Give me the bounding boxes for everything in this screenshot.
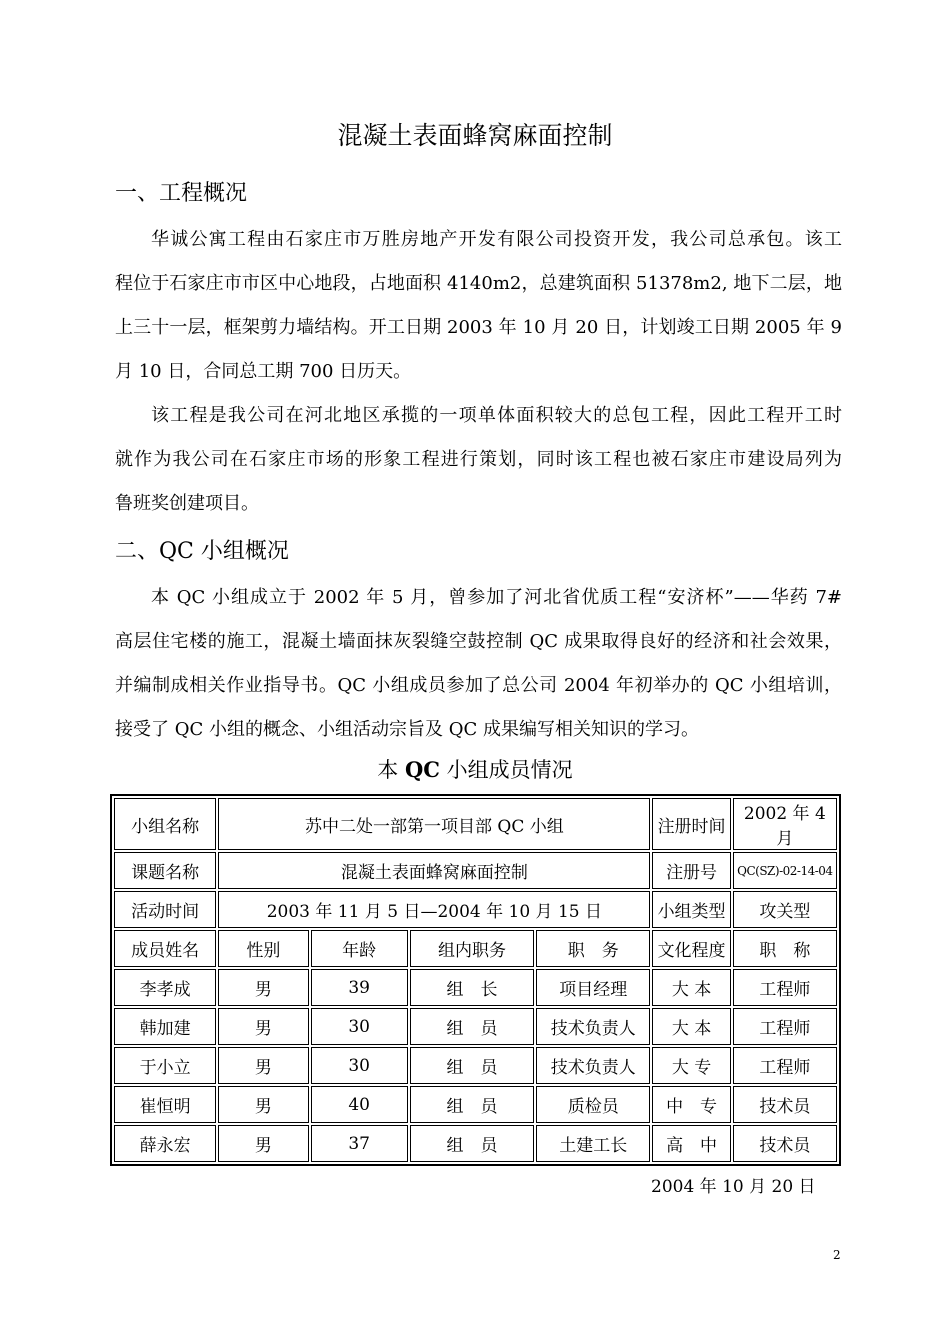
table-cell: 30 xyxy=(311,1047,408,1084)
table-cell: 苏中二处一部第一项目部 QC 小组 xyxy=(218,798,650,850)
table-cell: 小组类型 xyxy=(652,891,730,928)
table-cell: 39 xyxy=(311,969,408,1006)
paragraph-project-significance xyxy=(115,394,842,526)
table-cell: 攻关型 xyxy=(733,891,837,928)
table-cell: 薛永宏 xyxy=(114,1125,216,1162)
table-cell: 高 中 xyxy=(652,1125,730,1162)
column-header: 职 称 xyxy=(733,930,837,967)
table-cell: 男 xyxy=(218,969,308,1006)
table-cell: 2003 年 11 月 5 日—2004 年 10 月 15 日 xyxy=(218,891,650,928)
table-cell: 组 员 xyxy=(410,1125,534,1162)
text-line: 鲁班奖创建项目。 xyxy=(115,493,259,514)
table-cell: 技术员 xyxy=(733,1125,837,1162)
caption-text: 本 xyxy=(377,758,405,782)
table-cell: 崔恒明 xyxy=(114,1086,216,1123)
table-row xyxy=(114,1086,837,1123)
section-heading-qc-group: 二、QC 小组概况 xyxy=(115,539,289,564)
table-cell: 技术负责人 xyxy=(536,1047,650,1084)
table-cell: 组 长 xyxy=(410,969,534,1006)
document-date: 2004 年 10 月 20 日 xyxy=(651,1177,816,1197)
table-cell: 30 xyxy=(311,1008,408,1045)
text-line: 月 10 日，合同总工期 700 日历天。 xyxy=(115,361,412,382)
section-heading-project-overview: 一、工程概况 xyxy=(115,181,248,206)
table-cell: 大 本 xyxy=(652,969,730,1006)
table-cell: 男 xyxy=(218,1047,308,1084)
table-cell: 2002 年 4 月 xyxy=(733,798,837,850)
table-cell: 项目经理 xyxy=(536,969,650,1006)
table-header-row xyxy=(114,930,837,967)
table-cell: 大 专 xyxy=(652,1047,730,1084)
table-cell: 工程师 xyxy=(733,969,837,1006)
table-cell: 韩加建 xyxy=(114,1008,216,1045)
column-header: 性别 xyxy=(218,930,308,967)
caption-bold: QC xyxy=(404,757,440,782)
text-line: 接受了 QC 小组的概念、小组活动宗旨及 QC 成果编写相关知识的学习。 xyxy=(115,719,699,740)
table-cell: QC(SZ)-02-14-04 xyxy=(733,852,837,889)
text-line: 就作为我公司在石家庄市场的形象工程进行策划，同时该工程也被石家庄市建设局列为 xyxy=(115,449,842,470)
column-header: 职 务 xyxy=(536,930,650,967)
column-header: 成员姓名 xyxy=(114,930,216,967)
column-header: 组内职务 xyxy=(410,930,534,967)
column-header: 文化程度 xyxy=(652,930,730,967)
table-cell: 活动时间 xyxy=(114,891,216,928)
text-line: 程位于石家庄市市区中心地段，占地面积 4140m2，总建筑面积 51378m2, 地下二层，地 xyxy=(115,273,842,294)
table-cell: 注册时间 xyxy=(652,798,730,850)
table-cell: 质检员 xyxy=(536,1086,650,1123)
table-cell: 工程师 xyxy=(733,1008,837,1045)
caption-text: 小组成员情况 xyxy=(440,758,573,782)
text-line: 上三十一层，框架剪力墙结构。开工日期 2003 年 10 月 20 日，计划竣工日期 2005 年 9 xyxy=(115,317,842,338)
table-row xyxy=(114,891,837,928)
table-row xyxy=(114,1047,837,1084)
column-header: 年龄 xyxy=(311,930,408,967)
table-cell: 男 xyxy=(218,1086,308,1123)
table-cell: 40 xyxy=(311,1086,408,1123)
table-cell: 组 员 xyxy=(410,1086,534,1123)
table-row xyxy=(114,798,837,850)
table-cell: 男 xyxy=(218,1125,308,1162)
table-cell: 于小立 xyxy=(114,1047,216,1084)
paragraph-qc-group xyxy=(115,576,842,752)
table-cell: 37 xyxy=(311,1125,408,1162)
document-title: 混凝土表面蜂窝麻面控制 xyxy=(337,121,613,150)
table-cell: 工程师 xyxy=(733,1047,837,1084)
text-line: 本 QC 小组成立于 2002 年 5 月，曾参加了河北省优质工程“安济杯”——华药 7# xyxy=(151,587,842,608)
text-line: 高层住宅楼的施工，混凝土墙面抹灰裂缝空鼓控制 QC 成果取得良好的经济和社会效果， xyxy=(115,631,842,652)
text-line: 并编制成相关作业指导书。QC 小组成员参加了总公司 2004 年初举办的 QC 小组培训， xyxy=(115,675,842,696)
text-line: 华诚公寓工程由石家庄市万胜房地产开发有限公司投资开发，我公司总承包。该工 xyxy=(151,229,842,250)
table-cell: 技术员 xyxy=(733,1086,837,1123)
table-row xyxy=(114,1008,837,1045)
table-cell: 大 本 xyxy=(652,1008,730,1045)
table-cell: 混凝土表面蜂窝麻面控制 xyxy=(218,852,650,889)
paragraph-project-overview xyxy=(115,218,842,394)
qc-member-table xyxy=(110,794,841,1166)
table-caption xyxy=(0,754,950,784)
table-cell: 组 员 xyxy=(410,1008,534,1045)
table-row xyxy=(114,852,837,889)
table-cell: 技术负责人 xyxy=(536,1008,650,1045)
table-cell: 课题名称 xyxy=(114,852,216,889)
table-cell: 男 xyxy=(218,1008,308,1045)
page-number: 2 xyxy=(833,1248,841,1262)
table-cell: 注册号 xyxy=(652,852,730,889)
table-cell: 中 专 xyxy=(652,1086,730,1123)
table-row xyxy=(114,1125,837,1162)
table-cell: 组 员 xyxy=(410,1047,534,1084)
table-row xyxy=(114,969,837,1006)
table-cell: 李孝成 xyxy=(114,969,216,1006)
table-cell: 小组名称 xyxy=(114,798,216,850)
text-line: 该工程是我公司在河北地区承揽的一项单体面积较大的总包工程，因此工程开工时 xyxy=(151,405,842,426)
table-cell: 土建工长 xyxy=(536,1125,650,1162)
